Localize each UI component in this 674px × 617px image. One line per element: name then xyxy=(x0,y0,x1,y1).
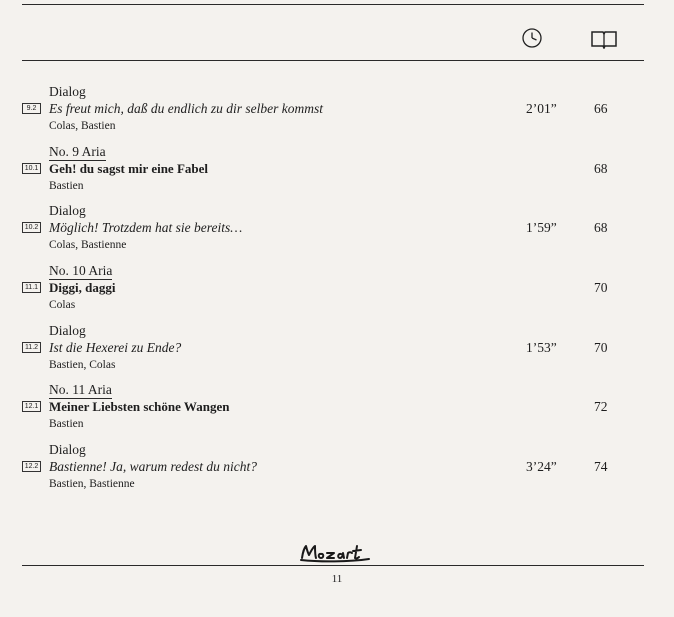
page-reference: 74 xyxy=(594,459,608,475)
section-label: Dialog xyxy=(49,322,86,338)
page-reference: 66 xyxy=(594,101,608,116)
track-entry xyxy=(0,84,674,144)
track-number: 11.1 xyxy=(22,282,41,293)
track-entry xyxy=(0,442,674,502)
top-rule xyxy=(22,4,644,5)
track-row xyxy=(0,100,674,117)
performers: Bastien xyxy=(49,179,84,192)
page-reference: 72 xyxy=(594,399,608,415)
mozart-logo xyxy=(299,541,371,568)
page-reference: 70 xyxy=(594,339,608,355)
track-number: 10.2 xyxy=(22,222,41,233)
track-row xyxy=(0,339,674,356)
book-icon xyxy=(590,29,618,54)
track-title: Ist die Hexerei zu Ende? xyxy=(49,339,182,355)
performers: Colas, Bastien xyxy=(49,120,116,132)
track-title: Es freut mich, daß du endlich zu dir selber kommst xyxy=(49,101,323,116)
track-number: 12.2 xyxy=(22,461,41,472)
page-number: 11 xyxy=(331,573,343,585)
track-number: 10.1 xyxy=(22,163,41,174)
track-entry xyxy=(0,203,674,263)
track-title: Möglich! Trotzdem hat sie bereits… xyxy=(49,220,243,236)
header-rule xyxy=(22,60,644,61)
track-number: 9.2 xyxy=(22,103,41,114)
track-number: 12.1 xyxy=(22,401,41,412)
track-entry xyxy=(0,323,674,383)
track-row xyxy=(0,279,674,296)
section-label: No. 11 Aria xyxy=(49,382,112,398)
track-title: Bastienne! Ja, warum redest du nicht? xyxy=(49,459,257,475)
track-entry xyxy=(0,144,674,204)
page-reference: 68 xyxy=(594,220,608,236)
section-label: No. 10 Aria xyxy=(49,263,113,279)
section-label: Dialog xyxy=(49,84,86,99)
track-entry xyxy=(0,382,674,442)
track-row xyxy=(0,458,674,475)
track-row xyxy=(0,219,674,236)
performers: Colas xyxy=(49,299,76,312)
track-duration: 1’59” xyxy=(526,220,557,236)
track-title: Diggi, daggi xyxy=(49,280,116,296)
section-label: No. 9 Aria xyxy=(49,143,106,159)
performers: Bastien xyxy=(49,418,84,431)
performers: Bastien, Colas xyxy=(49,358,116,371)
section-label: Dialog xyxy=(49,203,86,219)
track-entry xyxy=(0,263,674,323)
section-label: Dialog xyxy=(49,442,86,458)
column-header-icons xyxy=(520,27,620,53)
track-list xyxy=(0,84,674,502)
performers: Bastien, Bastienne xyxy=(49,478,135,491)
performers: Colas, Bastienne xyxy=(49,239,127,252)
track-title: Meiner Liebsten schöne Wangen xyxy=(49,399,230,415)
footer-rule xyxy=(22,565,644,566)
page-reference: 70 xyxy=(594,280,608,296)
page-reference: 68 xyxy=(594,160,608,176)
track-duration: 2’01” xyxy=(526,101,557,116)
track-duration: 1’53” xyxy=(526,339,557,355)
clock-icon xyxy=(521,27,543,54)
track-duration: 3’24” xyxy=(526,459,557,475)
track-row xyxy=(0,398,674,415)
track-title: Geh! du sagst mir eine Fabel xyxy=(49,160,209,176)
track-number: 11.2 xyxy=(22,342,41,353)
track-row xyxy=(0,160,674,177)
